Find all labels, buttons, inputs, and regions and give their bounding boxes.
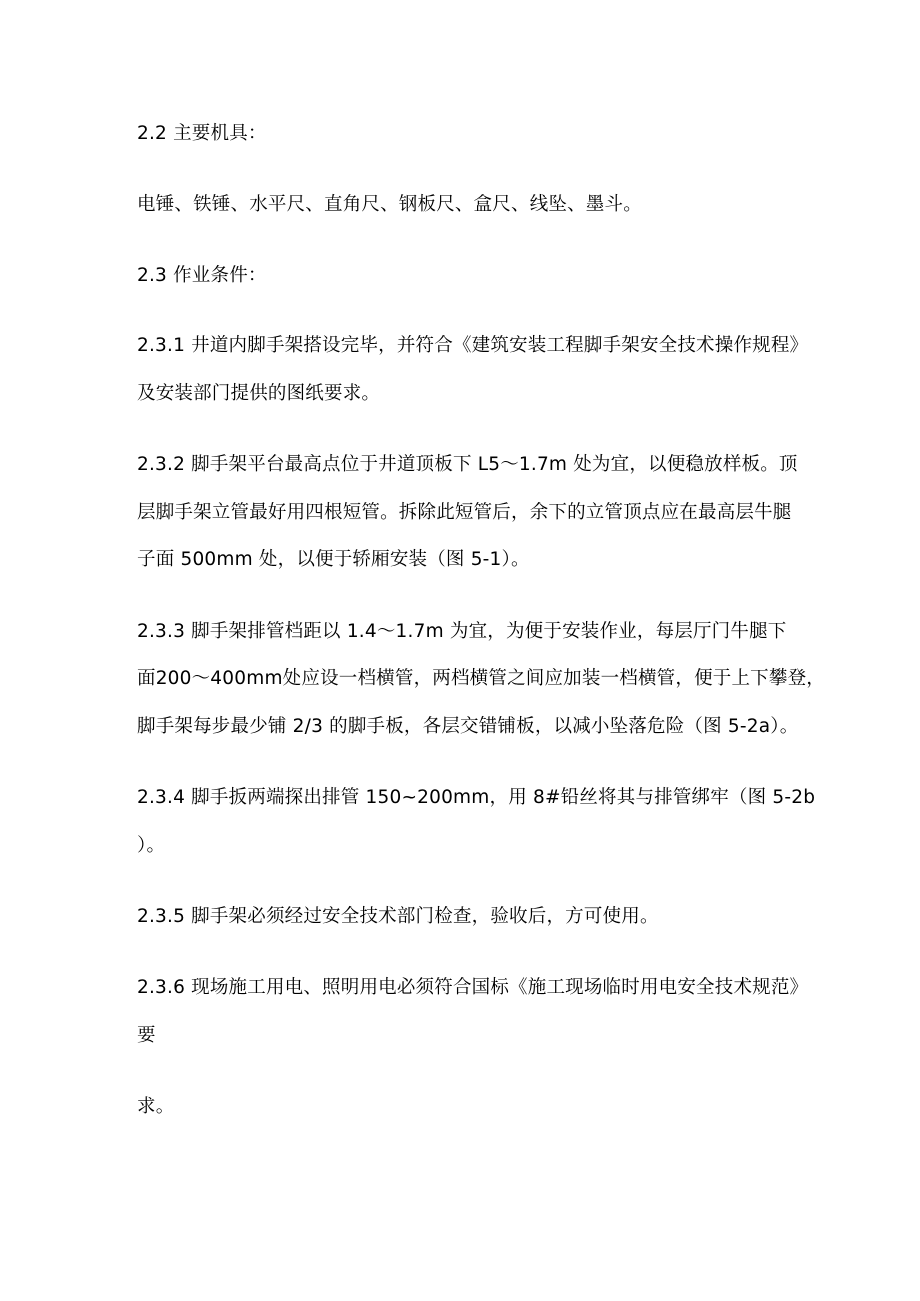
item-2-3-4-line-1: 2.3.4 脚手扳两端探出排管 150~200mm，用 8#铅丝将其与排管绑牢（图 5-2b [137, 787, 816, 808]
item-2-3-6-line-2: 要 [137, 1025, 156, 1046]
item-2-3-4-line-2: ）。 [137, 835, 166, 856]
item-2-3-5: 2.3.5 脚手架必须经过安全技术部门检查，验收后，方可使用。 [137, 906, 659, 927]
item-2-3-6-line-1: 2.3.6 现场施工用电、照明用电必须符合国标《施工现场临时用电安全技术规范》 [137, 977, 809, 998]
section-2-3-heading: 2.3 作业条件： [137, 265, 267, 286]
tools-list: 电锤、铁锤、水平尺、直角尺、钢板尺、盒尺、线坠、墨斗。 [137, 194, 642, 215]
item-2-3-2-line-2: 层脚手架立管最好用四根短管。拆除此短管后，余下的立管顶点应在最高层牛腿 [137, 502, 792, 523]
section-2-2-heading: 2.2 主要机具： [137, 123, 267, 144]
item-2-3-3-line-3: 脚手架每步最少铺 2/3 的脚手板，各层交错铺板，以减小坠落危险（图 5-2a）。 [137, 716, 799, 737]
item-2-3-2-line-1: 2.3.2 脚手架平台最高点位于井道顶板下 L5～1.7m 处为宜，以便稳放样板。顶 [137, 454, 798, 475]
item-2-3-6-line-3: 求。 [137, 1096, 175, 1117]
item-2-3-2-line-3: 子面 500mm 处，以便于轿厢安装（图 5-1）。 [137, 549, 530, 570]
item-2-3-3-line-1: 2.3.3 脚手架排管档距以 1.4～1.7m 为宜，为便于安装作业，每层厅门牛腿下 [137, 621, 787, 642]
item-2-3-1-line-1: 2.3.1 井道内脚手架搭设完毕，并符合《建筑安装工程脚手架安全技术操作规程》 [137, 335, 809, 356]
item-2-3-1-line-2: 及安装部门提供的图纸要求。 [137, 383, 381, 404]
item-2-3-3-line-2: 面200～400mm处应设一档横管，两档横管之间应加装一档横管，便于上下攀登， [137, 668, 825, 689]
